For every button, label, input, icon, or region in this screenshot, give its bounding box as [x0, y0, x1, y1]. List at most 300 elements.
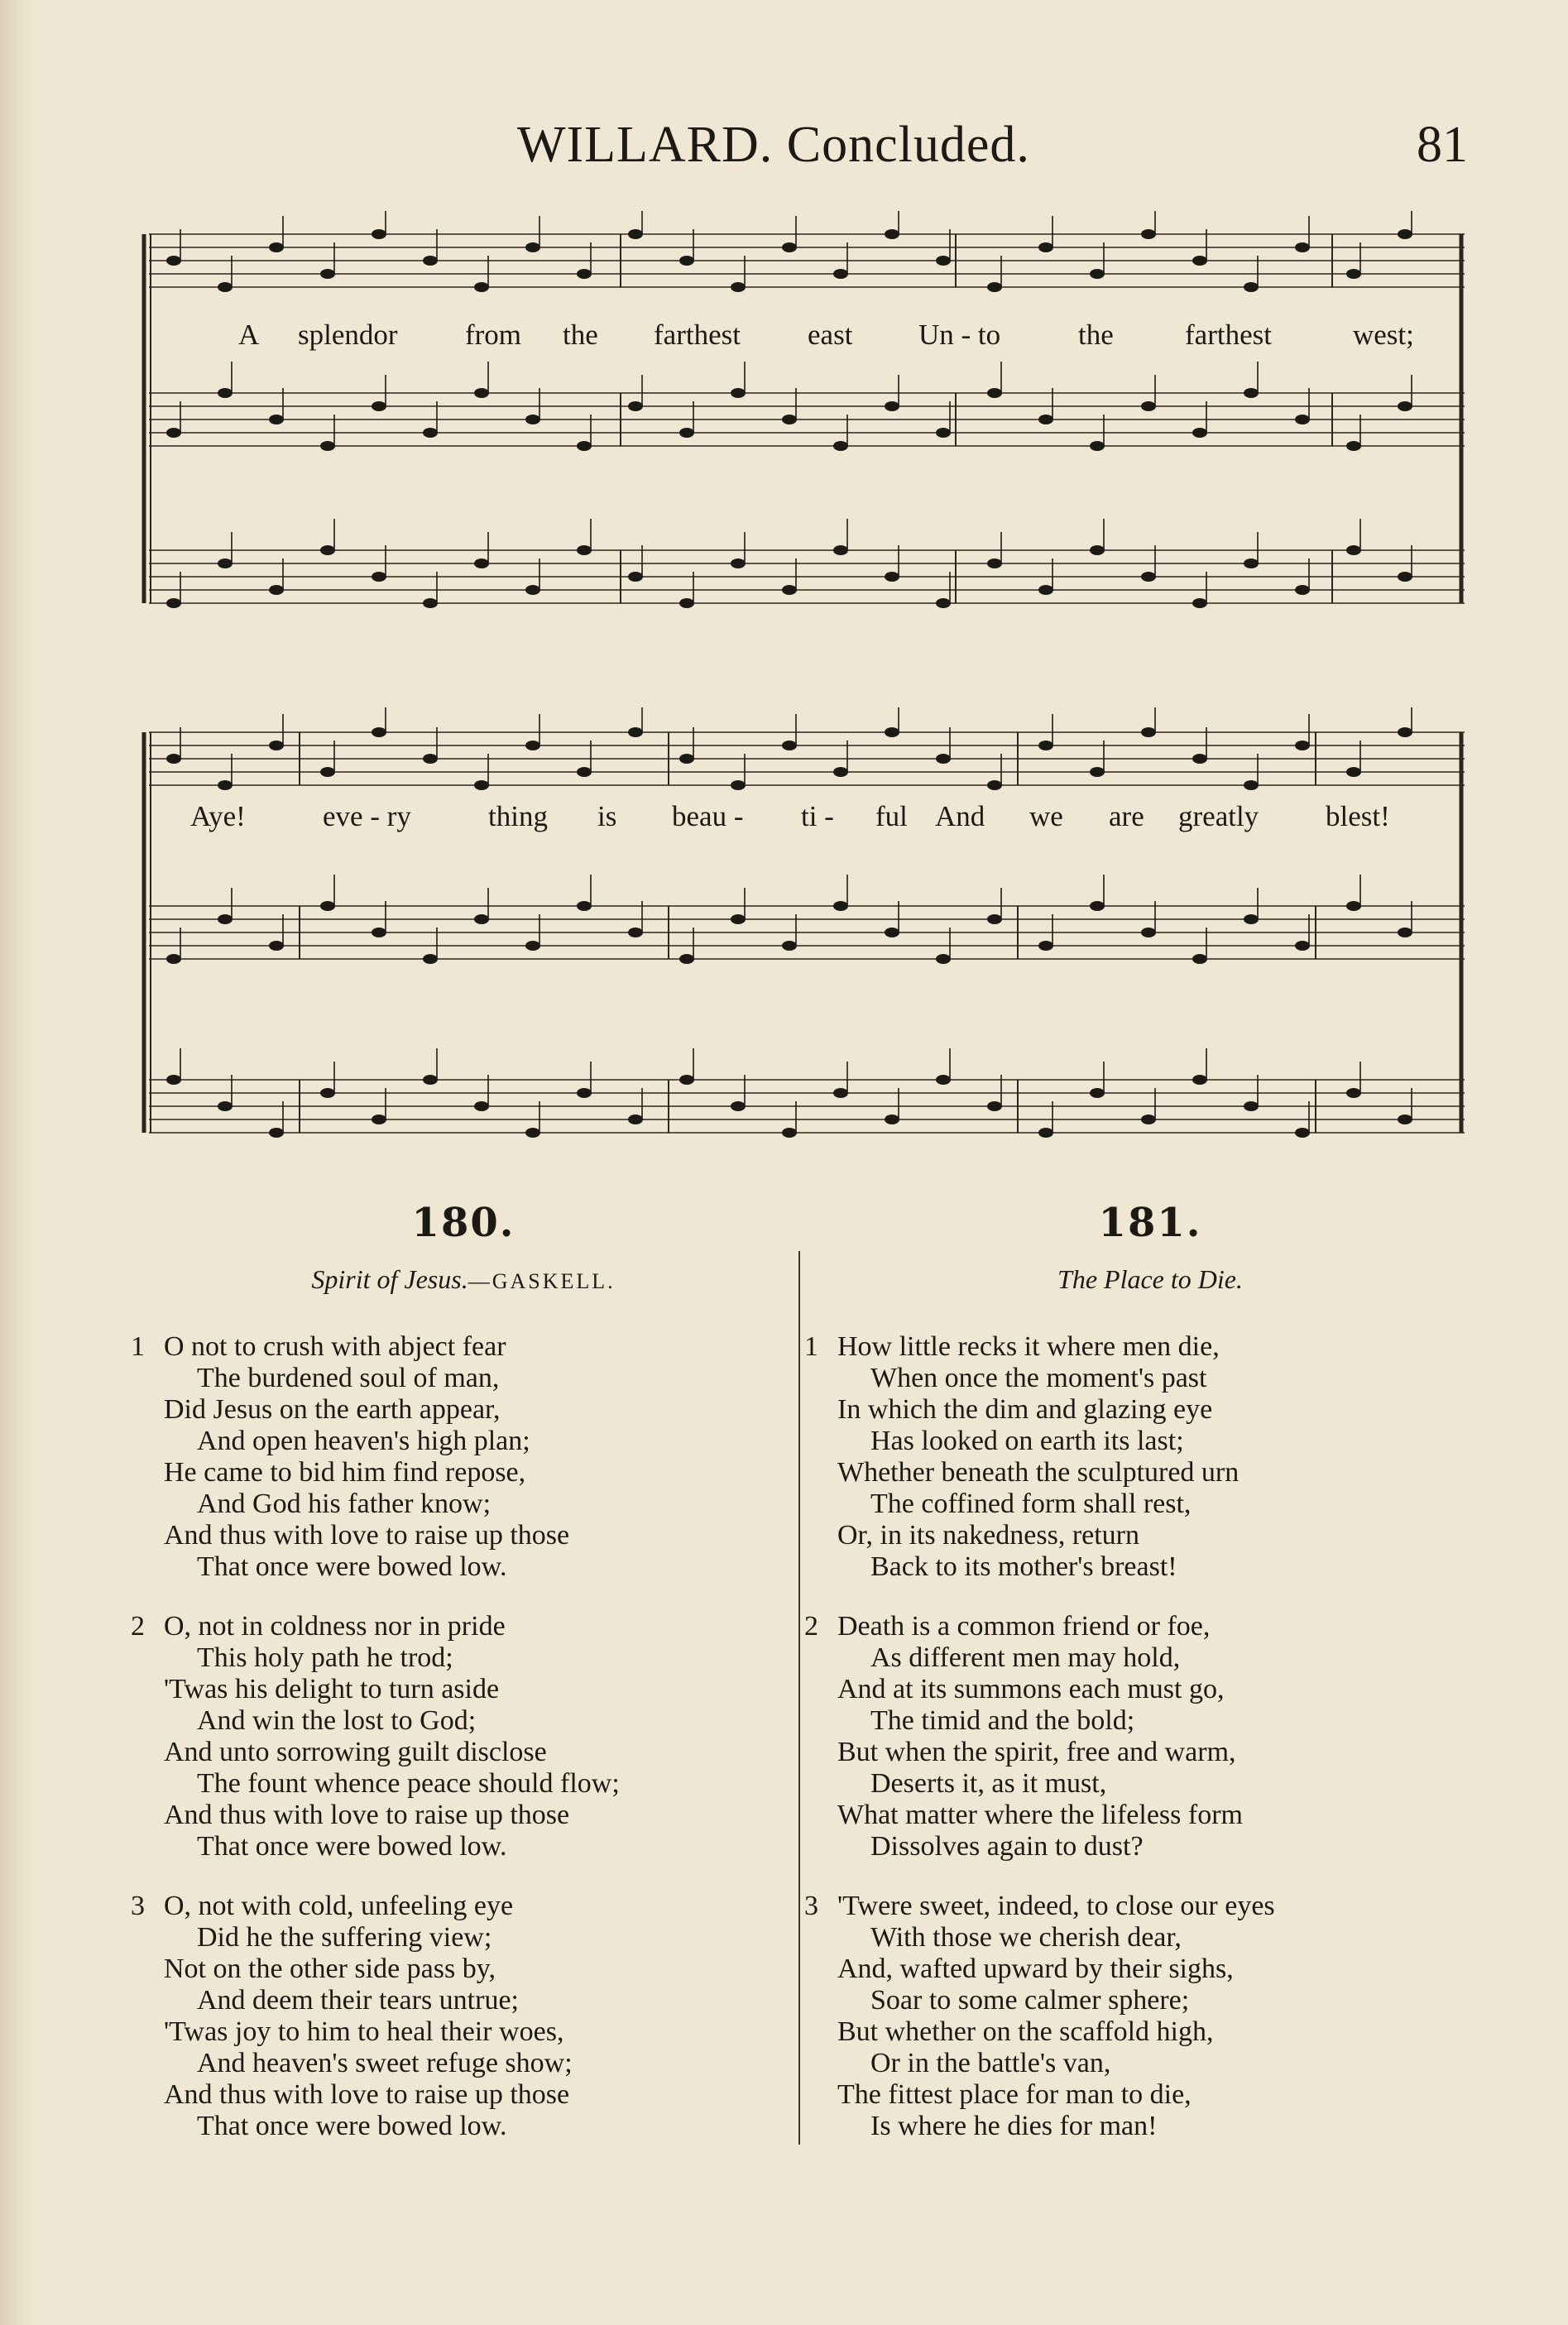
note-head — [782, 941, 797, 951]
note-head — [628, 928, 643, 937]
verse-line — [837, 1800, 1489, 1831]
stanza-2 — [804, 1611, 1489, 1862]
note-head — [423, 256, 438, 266]
note-head — [525, 415, 540, 424]
verse-text: Did he the suffering view; — [197, 1922, 492, 1953]
note-head — [936, 954, 951, 964]
note-head — [679, 954, 694, 964]
note-head — [1295, 242, 1310, 252]
note-head — [885, 401, 899, 411]
verse-line — [164, 2111, 803, 2142]
verse-line — [804, 1891, 1489, 1922]
lyric-word: eve - ry — [323, 800, 411, 832]
note-head — [166, 754, 181, 764]
verse-line — [164, 1551, 803, 1583]
note-head — [731, 558, 746, 568]
note-head — [1090, 441, 1105, 451]
page-title: WILLARD. Concluded. — [517, 117, 1030, 173]
note-head — [628, 572, 643, 582]
note-head — [1141, 928, 1156, 937]
note-head — [1398, 727, 1412, 737]
verse-line — [164, 2048, 803, 2079]
note-head — [1295, 585, 1310, 595]
verse-line — [837, 2079, 1489, 2111]
note-head — [525, 585, 540, 595]
note-head — [218, 1101, 233, 1111]
note-head — [218, 780, 233, 790]
note-head — [1346, 1088, 1361, 1098]
note-head — [525, 741, 540, 750]
verse-line — [837, 1705, 1489, 1737]
verse-text: And deem their tears untrue; — [197, 1985, 519, 2016]
note-head — [166, 1075, 181, 1085]
note-head — [372, 928, 386, 937]
note-head — [936, 1075, 951, 1085]
verse-text: He came to bid him find repose, — [164, 1457, 526, 1488]
note-head — [166, 598, 181, 608]
verse-text: And, wafted upward by their sighs, — [837, 1953, 1234, 1984]
verse-line — [164, 1768, 803, 1800]
verse-text: Soar to some calmer sphere; — [870, 1985, 1190, 2016]
note-head — [833, 1088, 848, 1098]
note-head — [525, 242, 540, 252]
staff-2 — [149, 362, 1465, 451]
verse-text: Or in the battle's van, — [870, 2048, 1111, 2078]
note-head — [987, 1101, 1002, 1111]
note-head — [1346, 545, 1361, 555]
note-head — [782, 415, 797, 424]
verse-line — [804, 1611, 1489, 1642]
note-head — [1346, 767, 1361, 777]
verse-line — [837, 2016, 1489, 2048]
verse-text: The fittest place for man to die, — [837, 2079, 1192, 2110]
verse-line — [837, 1642, 1489, 1674]
verse-line — [837, 2111, 1489, 2142]
note-head — [577, 545, 592, 555]
lyric-word: beau - — [672, 800, 744, 832]
note-head — [320, 269, 335, 279]
verse-text: And thus with love to raise up those — [164, 1800, 570, 1830]
verse-text: In which the dim and glazing eye — [837, 1394, 1213, 1425]
note-head — [320, 767, 335, 777]
music-staves-system-2 — [141, 707, 1473, 1146]
note-head — [218, 558, 233, 568]
lyric-word: from — [465, 319, 522, 351]
stanza-list — [804, 1331, 1489, 2142]
note-head — [628, 727, 643, 737]
stanza-1 — [804, 1331, 1489, 1583]
verse-line — [164, 1705, 803, 1737]
note-head — [1244, 1101, 1259, 1111]
column-divider — [798, 1251, 800, 2145]
note-head — [577, 901, 592, 911]
verse-text: And unto sorrowing guilt disclose — [164, 1737, 547, 1767]
note-head — [474, 282, 489, 292]
note-head — [474, 780, 489, 790]
lyric-word: Un - to — [918, 319, 1001, 351]
verse-text: Deserts it, as it must, — [870, 1768, 1107, 1799]
note-head — [1295, 741, 1310, 750]
verse-text: Has looked on earth its last; — [870, 1426, 1184, 1456]
hymn-subtitle — [811, 1264, 1489, 1295]
verse-line — [164, 1426, 803, 1457]
lyric-word: east — [808, 319, 853, 351]
verse-text: But whether on the scaffold high, — [837, 2016, 1214, 2047]
stanza-1 — [131, 1331, 803, 1583]
note-head — [885, 229, 899, 239]
verse-line — [837, 1394, 1489, 1426]
note-head — [1244, 914, 1259, 924]
note-head — [372, 572, 386, 582]
lyric-word: greatly — [1178, 800, 1259, 832]
verse-line — [837, 1922, 1489, 1953]
verse-line — [837, 1737, 1489, 1768]
verse-text: Not on the other side pass by, — [164, 1953, 496, 1984]
note-head — [731, 780, 746, 790]
note-head — [833, 441, 848, 451]
note-head — [1038, 1128, 1053, 1138]
note-head — [936, 256, 951, 266]
note-head — [320, 1088, 335, 1098]
music-system-1 — [141, 211, 1473, 625]
hymn-180 — [124, 1200, 803, 2142]
note-head — [1295, 415, 1310, 424]
note-head — [423, 954, 438, 964]
verse-text: The fount whence peace should flow; — [197, 1768, 620, 1799]
note-head — [218, 388, 233, 398]
note-head — [987, 388, 1002, 398]
staff-1 — [149, 211, 1465, 292]
note-head — [577, 269, 592, 279]
note-head — [474, 558, 489, 568]
verse-line — [164, 1953, 803, 1985]
note-head — [372, 727, 386, 737]
verse-text: O, not in coldness nor in pride — [164, 1611, 506, 1642]
note-head — [1090, 545, 1105, 555]
stanza-number: 3 — [804, 1891, 818, 1921]
note-head — [1244, 388, 1259, 398]
lyric-word: we — [1029, 800, 1063, 832]
note-head — [320, 545, 335, 555]
note-head — [1346, 269, 1361, 279]
music-staves-system-1 — [141, 211, 1473, 625]
verse-text: The timid and the bold; — [870, 1705, 1135, 1736]
note-head — [1141, 572, 1156, 582]
verse-line — [131, 1891, 803, 1922]
note-head — [628, 1115, 643, 1124]
note-head — [577, 1088, 592, 1098]
verse-line — [164, 1674, 803, 1705]
verse-line — [804, 1331, 1489, 1363]
note-head — [782, 585, 797, 595]
note-head — [1398, 401, 1412, 411]
verse-line — [164, 2079, 803, 2111]
lyric-word: And — [935, 800, 985, 832]
staff-3 — [149, 519, 1465, 608]
lyric-word: west; — [1353, 319, 1414, 351]
note-head — [1038, 415, 1053, 424]
verse-line — [837, 1831, 1489, 1862]
verse-text: 'Twere sweet, indeed, to close our eyes — [837, 1891, 1275, 1921]
verse-text: As different men may hold, — [870, 1642, 1181, 1673]
note-head — [1038, 941, 1053, 951]
lyric-word: ful — [875, 800, 908, 832]
verse-line — [164, 1922, 803, 1953]
note-head — [679, 256, 694, 266]
staff-3 — [149, 1048, 1465, 1138]
note-head — [474, 388, 489, 398]
verse-text: And open heaven's high plan; — [197, 1426, 530, 1456]
lyric-word: blest! — [1326, 800, 1390, 832]
hymn-subtitle — [124, 1264, 803, 1295]
note-head — [679, 754, 694, 764]
note-head — [1398, 928, 1412, 937]
note-head — [987, 558, 1002, 568]
lyric-word: thing — [488, 800, 548, 832]
note-head — [320, 901, 335, 911]
note-head — [166, 954, 181, 964]
note-head — [885, 572, 899, 582]
lyric-word: the — [1078, 319, 1114, 351]
lyric-word: A — [238, 319, 260, 351]
hymn-title: Spirit of Jesus. — [311, 1264, 468, 1294]
note-head — [885, 727, 899, 737]
note-head — [1090, 269, 1105, 279]
note-head — [269, 941, 284, 951]
verse-line — [837, 1768, 1489, 1800]
verse-text: Dissolves again to dust? — [870, 1831, 1144, 1862]
note-head — [1244, 282, 1259, 292]
note-head — [577, 441, 592, 451]
note-head — [372, 401, 386, 411]
stanza-number: 3 — [131, 1891, 145, 1921]
verse-line — [164, 1985, 803, 2016]
verse-line — [164, 1363, 803, 1394]
note-head — [782, 741, 797, 750]
note-head — [1038, 741, 1053, 750]
note-head — [1141, 401, 1156, 411]
note-head — [320, 441, 335, 451]
note-head — [679, 428, 694, 438]
note-head — [269, 585, 284, 595]
hymn-number: 181. — [1098, 1200, 1202, 1246]
verse-line — [164, 1831, 803, 1862]
verse-text: Did Jesus on the earth appear, — [164, 1394, 501, 1425]
verse-text: The coffined form shall rest, — [870, 1488, 1192, 1519]
note-head — [1244, 780, 1259, 790]
verse-text: Death is a common friend or foe, — [837, 1611, 1211, 1642]
hymn-author: —GASKELL. — [468, 1269, 616, 1293]
verse-line — [164, 1642, 803, 1674]
note-head — [525, 1128, 540, 1138]
note-head — [782, 1128, 797, 1138]
note-head — [731, 914, 746, 924]
verse-line — [837, 1488, 1489, 1520]
note-head — [1295, 941, 1310, 951]
hymn-number: 180. — [411, 1200, 515, 1246]
verse-text: What matter where the lifeless form — [837, 1800, 1243, 1830]
note-head — [1141, 229, 1156, 239]
note-head — [1090, 1088, 1105, 1098]
verse-text: And thus with love to raise up those — [164, 2079, 570, 2110]
note-head — [731, 282, 746, 292]
note-head — [423, 598, 438, 608]
note-head — [423, 1075, 438, 1085]
verse-line — [164, 1800, 803, 1831]
verse-line — [164, 2016, 803, 2048]
verse-text: O, not with cold, unfeeling eye — [164, 1891, 514, 1921]
note-head — [987, 282, 1002, 292]
verse-text: This holy path he trod; — [197, 1642, 453, 1673]
verse-text: And God his father know; — [197, 1488, 491, 1519]
note-head — [833, 545, 848, 555]
verse-line — [837, 1551, 1489, 1583]
note-head — [731, 388, 746, 398]
staff-1 — [149, 707, 1465, 790]
verse-line — [837, 1985, 1489, 2016]
note-head — [1192, 256, 1207, 266]
music-system-2 — [141, 707, 1473, 1146]
lyric-word: Aye! — [190, 800, 246, 832]
note-head — [166, 256, 181, 266]
note-head — [628, 229, 643, 239]
verse-text: 'Twas his delight to turn aside — [164, 1674, 500, 1704]
note-head — [1192, 1075, 1207, 1085]
note-head — [577, 767, 592, 777]
hymn-title: The Place to Die. — [1057, 1264, 1243, 1294]
verse-line — [131, 1611, 803, 1642]
verse-text: That once were bowed low. — [197, 2111, 507, 2141]
verse-text: How little recks it where men die, — [837, 1331, 1220, 1362]
verse-text: And heaven's sweet refuge show; — [197, 2048, 573, 2078]
note-head — [782, 242, 797, 252]
lyric-word: are — [1109, 800, 1144, 832]
note-head — [1038, 242, 1053, 252]
verse-text: Whether beneath the sculptured urn — [837, 1457, 1240, 1488]
stanza-list — [124, 1331, 803, 2142]
page-number: 81 — [1417, 117, 1468, 173]
note-head — [731, 1101, 746, 1111]
verse-text: But when the spirit, free and warm, — [837, 1737, 1236, 1767]
note-head — [1192, 954, 1207, 964]
verse-text: And win the lost to God; — [197, 1705, 477, 1736]
verse-text: With those we cherish dear, — [870, 1922, 1182, 1953]
page-header — [0, 116, 1568, 182]
verse-text: When once the moment's past — [870, 1363, 1207, 1393]
note-head — [525, 941, 540, 951]
verse-text: That once were bowed low. — [197, 1831, 507, 1862]
note-head — [1192, 598, 1207, 608]
note-head — [1141, 1115, 1156, 1124]
note-head — [269, 415, 284, 424]
note-head — [833, 901, 848, 911]
note-head — [1244, 558, 1259, 568]
note-head — [936, 754, 951, 764]
note-head — [218, 282, 233, 292]
stanza-number: 2 — [804, 1611, 818, 1642]
verse-line — [837, 2048, 1489, 2079]
verse-text: 'Twas joy to him to heal their woes, — [164, 2016, 564, 2047]
verse-line — [837, 1520, 1489, 1551]
note-head — [987, 914, 1002, 924]
note-head — [1192, 754, 1207, 764]
note-head — [269, 1128, 284, 1138]
note-head — [1398, 1115, 1412, 1124]
lyric-word: farthest — [654, 319, 741, 351]
note-head — [218, 914, 233, 924]
note-head — [1090, 767, 1105, 777]
verse-text: O not to crush with abject fear — [164, 1331, 506, 1362]
verse-line — [837, 1363, 1489, 1394]
verse-text: Or, in its nakedness, return — [837, 1520, 1140, 1551]
note-head — [1192, 428, 1207, 438]
verse-line — [837, 1457, 1489, 1488]
note-head — [1038, 585, 1053, 595]
verse-text: Back to its mother's breast! — [870, 1551, 1177, 1582]
verse-text: The burdened soul of man, — [197, 1363, 500, 1393]
verse-line — [837, 1953, 1489, 1985]
verse-text: And at its summons each must go, — [837, 1674, 1225, 1704]
lyric-word: is — [597, 800, 617, 832]
lyric-word: ti - — [801, 800, 834, 832]
note-head — [1141, 727, 1156, 737]
verse-line — [164, 1488, 803, 1520]
staff-2 — [149, 875, 1465, 964]
stanza-3 — [804, 1891, 1489, 2142]
note-head — [987, 780, 1002, 790]
note-head — [1346, 901, 1361, 911]
stanza-number: 1 — [131, 1331, 145, 1362]
note-head — [269, 741, 284, 750]
verse-text: Is where he dies for man! — [870, 2111, 1158, 2141]
verse-line — [164, 1520, 803, 1551]
note-head — [1398, 229, 1412, 239]
page-binding-shadow — [0, 0, 38, 2325]
note-head — [833, 269, 848, 279]
note-head — [885, 928, 899, 937]
note-head — [269, 242, 284, 252]
note-head — [679, 598, 694, 608]
note-head — [936, 598, 951, 608]
verse-line — [837, 1426, 1489, 1457]
note-head — [423, 754, 438, 764]
stanza-number: 1 — [804, 1331, 818, 1362]
note-head — [423, 428, 438, 438]
verse-line — [131, 1331, 803, 1363]
note-head — [679, 1075, 694, 1085]
note-head — [936, 428, 951, 438]
stanza-2 — [131, 1611, 803, 1862]
note-head — [1346, 441, 1361, 451]
verse-text: And thus with love to raise up those — [164, 1520, 570, 1551]
note-head — [474, 914, 489, 924]
note-head — [1295, 1128, 1310, 1138]
note-head — [628, 401, 643, 411]
verse-text: That once were bowed low. — [197, 1551, 507, 1582]
verse-line — [164, 1457, 803, 1488]
stanza-number: 2 — [131, 1611, 145, 1642]
verse-line — [164, 1737, 803, 1768]
note-head — [1090, 901, 1105, 911]
note-head — [474, 1101, 489, 1111]
lyric-word: the — [563, 319, 598, 351]
note-head — [885, 1115, 899, 1124]
note-head — [372, 229, 386, 239]
hymn-181 — [804, 1200, 1489, 2142]
lyric-word: splendor — [298, 319, 398, 351]
stanza-3 — [131, 1891, 803, 2142]
verse-line — [837, 1674, 1489, 1705]
